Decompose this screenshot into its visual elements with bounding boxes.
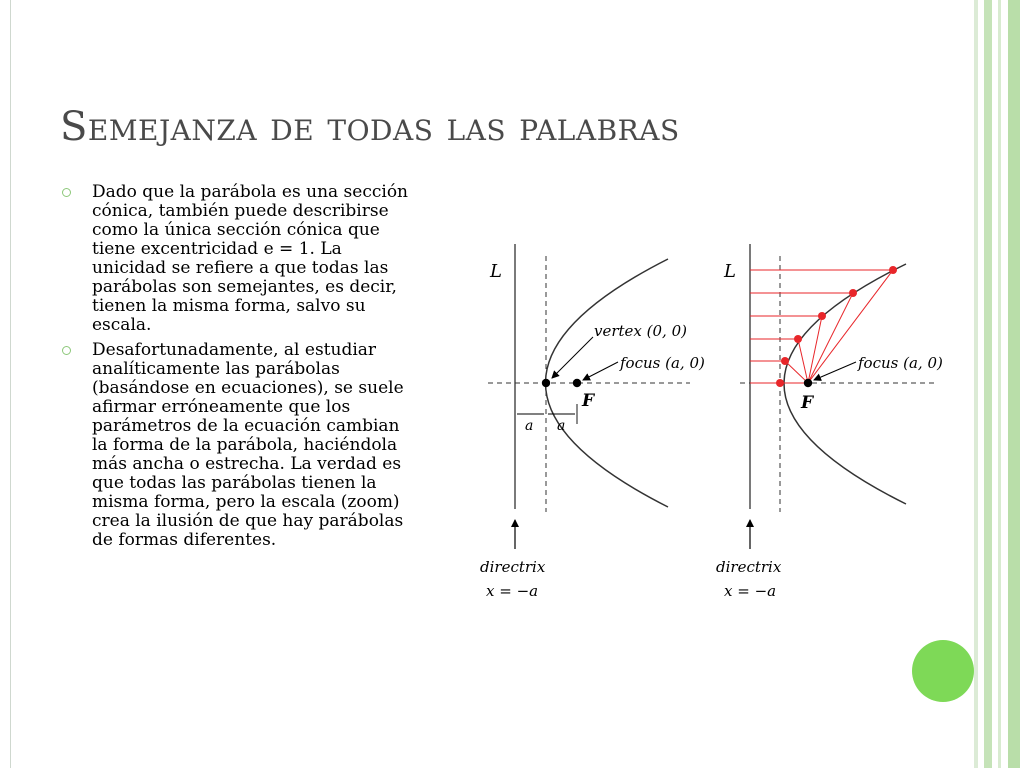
decorative-stripes	[968, 0, 1024, 768]
parabola-point	[889, 266, 897, 274]
parabola-point	[849, 289, 857, 297]
vertex-point	[776, 379, 784, 387]
bullet-text: Dado que la parábola es una sección cónica, también puede describirse como la única sección cónica que tiene excentricidad e = 1. La unicidad se refiere a que todas las parábolas son semejantes, es decir, tienen la misma forma, salvo su escala.	[92, 182, 409, 335]
label-directrix-eq: x = −a	[486, 582, 539, 600]
left-panel	[480, 244, 705, 600]
bullet-circle-icon	[62, 346, 71, 355]
parabola-point	[818, 312, 826, 320]
bullet-circle-icon	[62, 188, 71, 197]
bullet-list	[62, 183, 462, 556]
label-vertex: vertex (0, 0)	[594, 322, 687, 340]
label-a-right: a	[557, 418, 566, 434]
label-focus: focus (a, 0)	[620, 354, 705, 372]
bullet-text: Desafortunadamente, al estudiar analíticamente las parábolas (basándose en ecuaciones), se suele afirmar erróneamente que los parámetros de la ecuación cambian la forma de la parábola, haciéndola más ancha o estrecha. La verdad es que todas las parábolas tienen la misma forma, pero la escala (zoom) crea la ilusión de que hay parábolas de formas diferentes.	[92, 340, 404, 550]
vertex-point	[542, 379, 550, 387]
parabola-curve	[784, 264, 906, 504]
right-panel	[716, 244, 943, 600]
parabola-diagram	[468, 244, 968, 614]
label-directrix: directrix	[716, 558, 782, 576]
label-focus: focus (a, 0)	[858, 354, 943, 372]
label-F: F	[582, 391, 595, 411]
label-L: L	[490, 261, 502, 282]
green-circle-decoration	[912, 640, 974, 702]
bullet-item	[62, 183, 462, 335]
label-directrix-eq: x = −a	[724, 582, 777, 600]
focus-arrow	[814, 362, 856, 380]
label-directrix: directrix	[480, 558, 546, 576]
left-border-line	[10, 0, 11, 768]
label-L: L	[724, 261, 736, 282]
parabola-figure	[468, 244, 968, 614]
focus-arrow	[583, 362, 618, 380]
parabola-point	[781, 357, 789, 365]
focal-ray	[808, 293, 853, 383]
focus-point	[573, 379, 581, 387]
focus-point	[804, 379, 812, 387]
focal-ray	[785, 361, 808, 383]
label-a-left: a	[525, 418, 534, 434]
focal-ray	[798, 339, 808, 383]
slide-title: Semejanza de todas las palabras	[60, 104, 680, 150]
label-F: F	[801, 393, 814, 413]
bullet-item	[62, 341, 462, 550]
parabola-point	[794, 335, 802, 343]
